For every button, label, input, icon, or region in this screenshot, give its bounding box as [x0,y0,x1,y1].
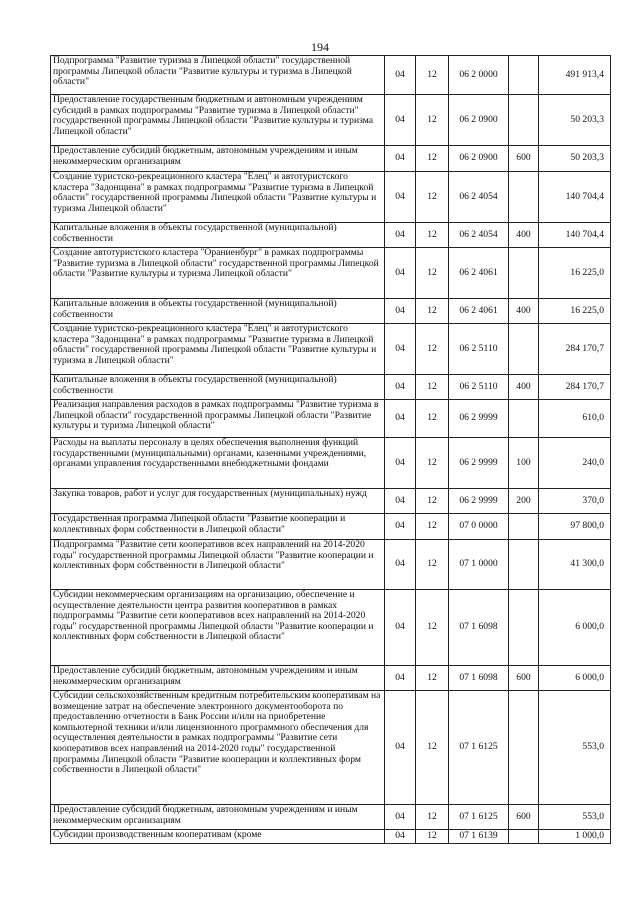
row-target-code: 07 1 6098 [449,666,509,691]
row-subsection-code: 12 [416,324,449,375]
row-target-code: 06 2 9999 [449,489,509,514]
row-expense-type [509,514,539,540]
row-amount: 240,0 [539,438,611,489]
row-amount: 50 203,3 [539,95,611,146]
row-expense-type [509,172,539,223]
table-row [51,805,611,830]
table-row [51,489,611,514]
row-name: Субсидии производственным кооперативам (кроме [51,830,385,844]
row-subsection-code: 12 [416,223,449,248]
table-row [51,540,611,590]
row-section-code: 04 [385,540,416,590]
row-amount: 50 203,3 [539,146,611,172]
row-name: Расходы на выплаты персоналу в целях обеспечения выполнения функций государственными (муниципальными) органами, казенными учреждениями, органами управления государственными внебюджетными фондами [51,438,385,489]
row-amount: 6 000,0 [539,590,611,666]
row-target-code: 06 2 0000 [449,56,509,95]
row-name: Закупка товаров, работ и услуг для государственных (муниципальных) нужд [51,489,385,514]
row-subsection-code: 12 [416,172,449,223]
table-row [51,223,611,248]
table-row [51,438,611,489]
table-row [51,172,611,223]
row-amount: 6 000,0 [539,666,611,691]
row-section-code: 04 [385,248,416,299]
table-row [51,400,611,438]
row-subsection-code: 12 [416,830,449,844]
row-subsection-code: 12 [416,514,449,540]
row-subsection-code: 12 [416,375,449,400]
row-section-code: 04 [385,438,416,489]
row-name: Капитальные вложения в объекты государственной (муниципальной) собственности [51,299,385,324]
row-expense-type [509,95,539,146]
table-row [51,95,611,146]
row-section-code: 04 [385,805,416,830]
row-name: Государственная программа Липецкой области "Развитие кооперации и коллективных форм собственности в Липецкой области" [51,514,385,540]
row-section-code: 04 [385,691,416,805]
row-section-code: 04 [385,95,416,146]
row-amount: 610,0 [539,400,611,438]
row-expense-type: 400 [509,375,539,400]
row-expense-type: 400 [509,299,539,324]
row-section-code: 04 [385,299,416,324]
row-subsection-code: 12 [416,590,449,666]
row-name: Предоставление субсидий бюджетным, автономным учреждениям и иным некоммерческим организациям [51,666,385,691]
row-subsection-code: 12 [416,400,449,438]
row-name: Субсидии сельскохозяйственным кредитным потребительским кооперативам на возмещение затрат на обеспечение электронного документооборота по предоставлению отчетности в Банк России и/или на приобретение компьютерной техники и/или лицензионного программного обеспечения для осуществления деятельности в рамках подпрограммы "Развитие сети кооперативов всех направлений на 2014-2020 годы" государственной программы Липецкой области "Развитие кооперации и коллективных форм собственности в Липецкой области" [51,691,385,805]
row-subsection-code: 12 [416,691,449,805]
row-target-code: 07 0 0000 [449,514,509,540]
row-name: Подпрограмма "Развитие туризма в Липецкой области" государственной программы Липецкой области "Развитие культуры и туризма в Липецкой области" [51,56,385,95]
page-number: 194 [311,40,329,54]
table-row [51,514,611,540]
row-expense-type: 400 [509,223,539,248]
table-row [51,146,611,172]
row-target-code: 06 2 0900 [449,146,509,172]
row-name: Предоставление государственным бюджетным и автономным учреждениям субсидий в рамках подпрограммы "Развитие туризма в Липецкой области" государственной программы Липецкой области "Развитие культуры и туризма Липецкой области" [51,95,385,146]
row-amount: 97 800,0 [539,514,611,540]
row-section-code: 04 [385,830,416,844]
table-row [51,324,611,375]
row-expense-type: 600 [509,666,539,691]
row-section-code: 04 [385,324,416,375]
row-name: Создание туристско-рекреационного кластера "Елец" и автотуристского кластера "Задонщина" в рамках подпрограммы "Развитие туризма в Липецкой области" государственной программы Липецкой области "Развитие культуры и туризма Липецкой области" [51,172,385,223]
row-subsection-code: 12 [416,146,449,172]
row-name: Капитальные вложения в объекты государственной (муниципальной) собственности [51,223,385,248]
row-amount: 284 170,7 [539,324,611,375]
row-subsection-code: 12 [416,438,449,489]
row-amount: 140 704,4 [539,223,611,248]
row-target-code: 06 2 9999 [449,400,509,438]
table-row [51,299,611,324]
row-section-code: 04 [385,489,416,514]
row-section-code: 04 [385,400,416,438]
row-expense-type [509,400,539,438]
row-expense-type: 100 [509,438,539,489]
row-expense-type: 600 [509,146,539,172]
row-expense-type: 200 [509,489,539,514]
budget-table-body [51,56,611,844]
row-amount: 140 704,4 [539,172,611,223]
row-subsection-code: 12 [416,489,449,514]
row-amount: 284 170,7 [539,375,611,400]
row-name: Предоставление субсидий бюджетным, автономным учреждениям и иным некоммерческим организациям [51,805,385,830]
row-target-code: 06 2 4054 [449,223,509,248]
row-amount: 16 225,0 [539,248,611,299]
row-section-code: 04 [385,666,416,691]
table-row [51,56,611,95]
row-amount: 370,0 [539,489,611,514]
row-expense-type: 600 [509,805,539,830]
row-name: Создание автотуристского кластера "Ораниенбург" в рамках подпрограммы "Развитие туризма в Липецкой области" государственной программы Липецкой области "Развитие культуры и туризма Липецкой области" [51,248,385,299]
row-expense-type [509,830,539,844]
row-amount: 553,0 [539,691,611,805]
table-row [51,248,611,299]
row-expense-type [509,248,539,299]
row-amount: 1 000,0 [539,830,611,844]
row-target-code: 07 1 6139 [449,830,509,844]
row-target-code: 06 2 5110 [449,375,509,400]
row-section-code: 04 [385,590,416,666]
row-section-code: 04 [385,172,416,223]
row-target-code: 06 2 4061 [449,299,509,324]
row-target-code: 06 2 0900 [449,95,509,146]
row-subsection-code: 12 [416,56,449,95]
row-section-code: 04 [385,514,416,540]
row-section-code: 04 [385,56,416,95]
row-subsection-code: 12 [416,540,449,590]
row-subsection-code: 12 [416,248,449,299]
table-row [51,590,611,666]
table-row [51,666,611,691]
row-section-code: 04 [385,146,416,172]
row-target-code: 06 2 5110 [449,324,509,375]
row-name: Подпрограмма "Развитие сети кооперативов всех направлений на 2014-2020 годы" государственной программы Липецкой области "Развитие кооперации и коллективных форм собственности в Липецкой области" [51,540,385,590]
table-row [51,691,611,805]
table-row [51,375,611,400]
row-name: Создание туристско-рекреационного кластера "Елец" и автотуристского кластера "Задонщина" в рамках подпрограммы "Развитие туризма в Липецкой области" государственной программы Липецкой области "Развитие культуры и туризма в Липецкой области" [51,324,385,375]
row-subsection-code: 12 [416,805,449,830]
budget-table [50,55,611,844]
row-expense-type [509,324,539,375]
row-target-code: 07 1 6125 [449,805,509,830]
row-target-code: 07 1 6125 [449,691,509,805]
row-target-code: 06 2 9999 [449,438,509,489]
row-subsection-code: 12 [416,299,449,324]
row-subsection-code: 12 [416,95,449,146]
row-expense-type [509,691,539,805]
row-name: Предоставление субсидий бюджетным, автономным учреждениям и иным некоммерческим организациям [51,146,385,172]
row-expense-type [509,56,539,95]
row-expense-type [509,590,539,666]
row-section-code: 04 [385,223,416,248]
row-amount: 41 300,0 [539,540,611,590]
row-section-code: 04 [385,375,416,400]
row-name: Субсидии некоммерческим организациям на организацию, обеспечение и осуществление деятельности центра развития кооперативов в рамках подпрограммы "Развитие сети кооперативов всех направлений на 2014-2020 годы" государственной программы Липецкой области "Развитие кооперации и коллективных форм собственности в Липецкой области" [51,590,385,666]
row-name: Капитальные вложения в объекты государственной (муниципальной) собственности [51,375,385,400]
table-row [51,830,611,844]
row-target-code: 07 1 0000 [449,540,509,590]
row-target-code: 06 2 4054 [449,172,509,223]
row-expense-type [509,540,539,590]
row-target-code: 07 1 6098 [449,590,509,666]
row-amount: 16 225,0 [539,299,611,324]
row-name: Реализация направления расходов в рамках подпрограммы "Развитие туризма в Липецкой области" государственной программы Липецкой области "Развитие культуры и туризма Липецкой области" [51,400,385,438]
row-target-code: 06 2 4061 [449,248,509,299]
row-subsection-code: 12 [416,666,449,691]
row-amount: 491 913,4 [539,56,611,95]
row-amount: 553,0 [539,805,611,830]
